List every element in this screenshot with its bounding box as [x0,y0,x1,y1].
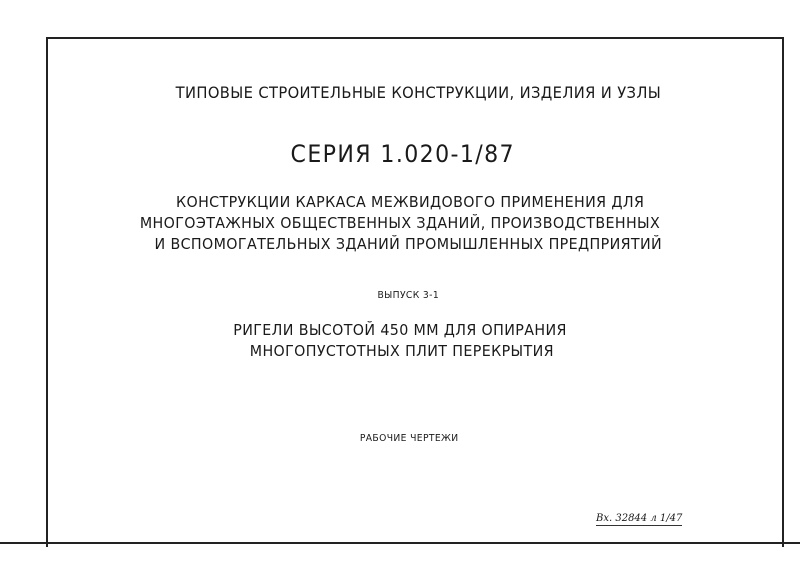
subtitle-line-2: МНОГОПУСТОТНЫХ ПЛИТ ПЕРЕКРЫТИЯ [249,342,554,360]
working-drawings-label: РАБОЧИЕ ЧЕРТЕЖИ [359,433,459,444]
title-line-1: КОНСТРУКЦИИ КАРКАСА МЕЖВИДОВОГО ПРИМЕНЕНИЯ ДЛЯ [176,193,645,211]
issue-number: ВЫПУСК 3-1 [377,290,440,301]
series-number: СЕРИЯ 1.020-1/87 [290,140,515,168]
inventory-stamp: Вх. 32844 л 1/47 [596,513,683,524]
frame-border-right [782,37,784,547]
subtitle-line-1: РИГЕЛИ ВЫСОТОЙ 450 ММ ДЛЯ ОПИРАНИЯ [233,321,567,339]
frame-border-bottom [0,542,800,544]
top-heading: ТИПОВЫЕ СТРОИТЕЛЬНЫЕ КОНСТРУКЦИИ, ИЗДЕЛИЯ И УЗЛЫ [175,83,662,102]
title-line-3: И ВСПОМОГАТЕЛЬНЫХ ЗДАНИЙ ПРОМЫШЛЕННЫХ ПРЕДПРИЯТИЙ [154,235,663,253]
frame-border-top [46,37,784,39]
title-line-2: МНОГОЭТАЖНЫХ ОБЩЕСТВЕННЫХ ЗДАНИЙ, ПРОИЗВОДСТВЕННЫХ [139,214,661,232]
